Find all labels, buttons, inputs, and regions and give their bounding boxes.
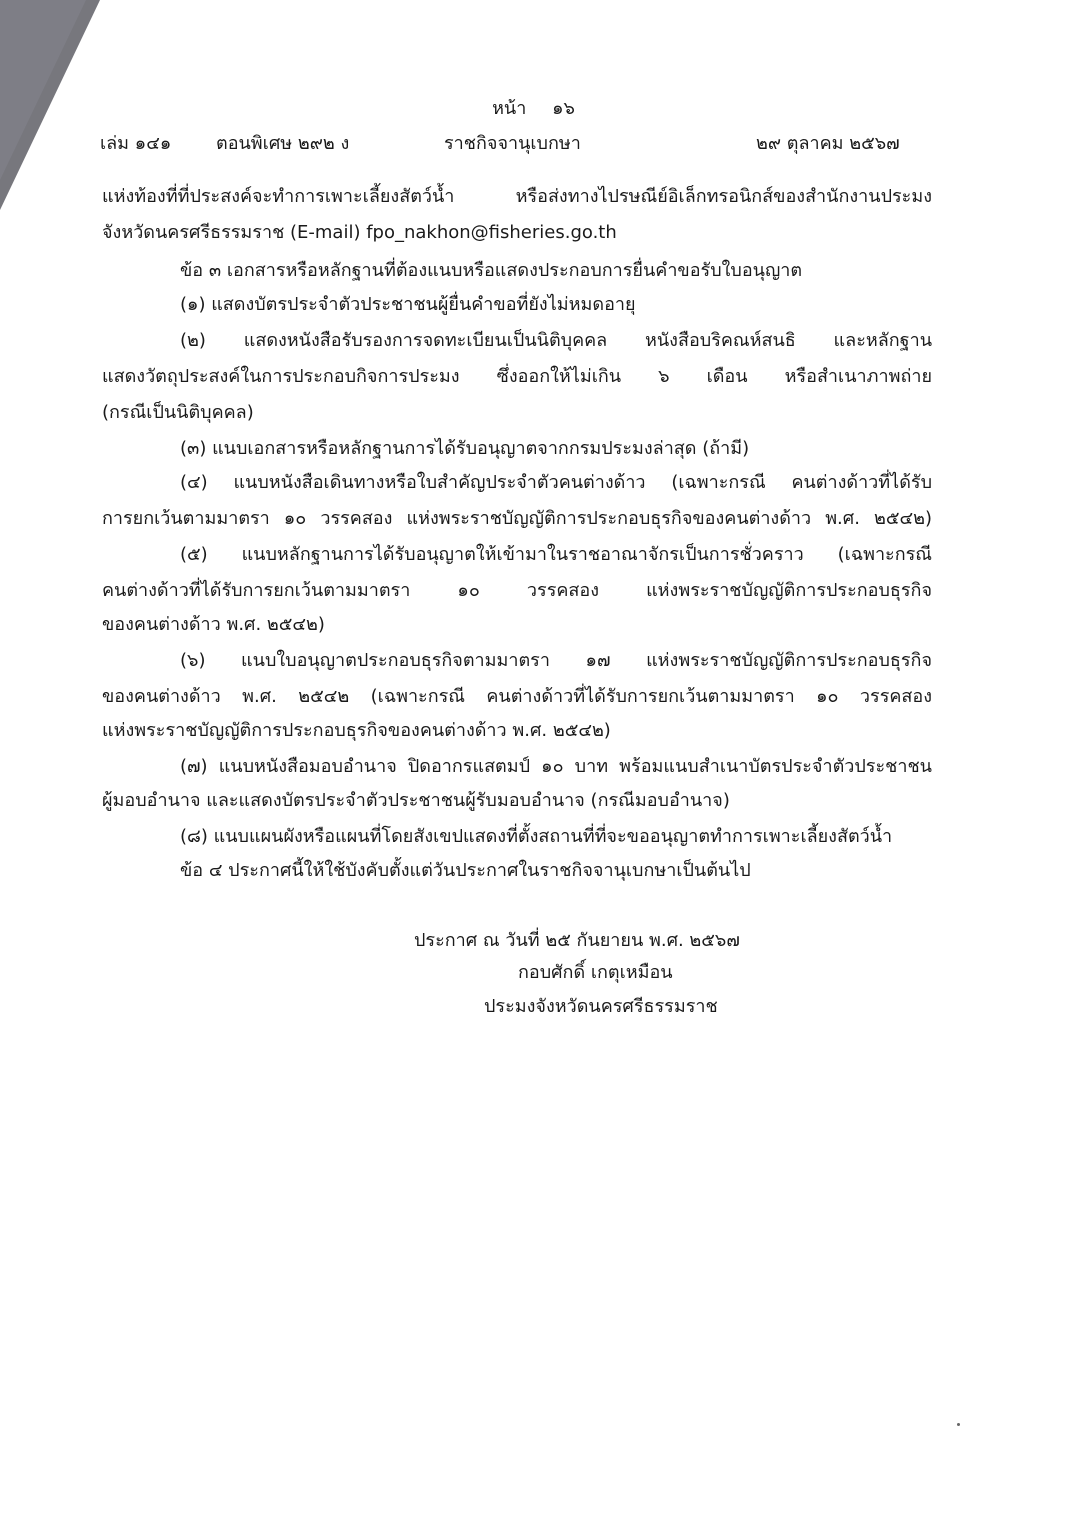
signatory-name: กอบศักดิ์ เกตุเหมือน: [518, 962, 673, 983]
body-line: แห่งท้องที่ที่ประสงค์จะทำการเพาะเลี้ยงสัตว์น้ำ หรือส่งทางไปรษณีย์อิเล็กทรอนิกส์ของสำนักงานประมง: [102, 186, 932, 207]
item-7: (๗) แนบหนังสือมอบอำนาจ ปิดอากรแสตมป์ ๑๐ บาท พร้อมแนบสำเนาบัตรประจำตัวประชาชน: [180, 756, 932, 777]
item-5: (๕) แนบหลักฐานการได้รับอนุญาตให้เข้ามาในราชอาณาจักรเป็นการชั่วคราว (เฉพาะกรณี: [180, 544, 932, 565]
clause-4: ข้อ ๔ ประกาศนี้ให้ใช้บังคับตั้งแต่วันประกาศในราชกิจจานุเบกษาเป็นต้นไป: [180, 860, 751, 881]
gazette-name: ราชกิจจานุเบกษา: [444, 133, 581, 154]
item-3: (๓) แนบเอกสารหรือหลักฐานการได้รับอนุญาตจากกรมประมงล่าสุด (ถ้ามี): [180, 438, 750, 459]
page-number-value: ๑๖: [552, 98, 575, 119]
page-label: หน้า: [492, 98, 527, 119]
announcement-date: ประกาศ ณ วันที่ ๒๕ กันยายน พ.ศ. ๒๕๖๗: [414, 930, 740, 951]
signatory-position: ประมงจังหวัดนครศรีธรรมราช: [484, 996, 718, 1017]
body-line: ของคนต่างด้าว พ.ศ. ๒๕๔๒ (เฉพาะกรณี คนต่างด้าวที่ได้รับการยกเว้นตามมาตรา ๑๐ วรรคสอง: [102, 686, 932, 707]
body-line: ของคนต่างด้าว พ.ศ. ๒๕๔๒): [102, 614, 325, 635]
body-line: คนต่างด้าวที่ได้รับการยกเว้นตามมาตรา ๑๐ วรรคสอง แห่งพระราชบัญญัติการประกอบธุรกิจ: [102, 580, 932, 601]
item-8: (๘) แนบแผนผังหรือแผนที่โดยสังเขปแสดงที่ตั้งสถานที่ที่จะขออนุญาตทำการเพาะเลี้ยงสัตว์น้ำ: [180, 826, 893, 847]
clause-3: ข้อ ๓ เอกสารหรือหลักฐานที่ต้องแนบหรือแสดงประกอบการยื่นคำขอรับใบอนุญาต: [180, 260, 803, 281]
item-6: (๖) แนบใบอนุญาตประกอบธุรกิจตามมาตรา ๑๗ แห่งพระราชบัญญัติการประกอบธุรกิจ: [180, 650, 932, 671]
body-line: จังหวัดนครศรีธรรมราช (E-mail) fpo_nakhon@fisheries.go.th: [102, 222, 617, 243]
volume: เล่ม ๑๔๑: [100, 133, 172, 154]
item-1: (๑) แสดงบัตรประจำตัวประชาชนผู้ยื่นคำขอที่ยังไม่หมดอายุ: [180, 294, 636, 315]
page-number: [0, 97, 1067, 121]
publication-date: ๒๙ ตุลาคม ๒๕๖๗: [756, 133, 900, 154]
gazette-header: [0, 132, 1067, 158]
item-2: (๒) แสดงหนังสือรับรองการจดทะเบียนเป็นนิติบุคคล หนังสือบริคณห์สนธิ และหลักฐาน: [180, 330, 932, 351]
body-line: (กรณีเป็นนิติบุคคล): [102, 402, 254, 423]
issue: ตอนพิเศษ ๒๙๒ ง: [216, 133, 350, 154]
body-line: แห่งพระราชบัญญัติการประกอบธุรกิจของคนต่างด้าว พ.ศ. ๒๕๔๒): [102, 720, 611, 741]
item-4: (๔) แนบหนังสือเดินทางหรือใบสำคัญประจำตัวคนต่างด้าว (เฉพาะกรณี คนต่างด้าวที่ได้รับ: [180, 472, 932, 493]
scan-speck: [957, 1423, 960, 1426]
body-line: แสดงวัตถุประสงค์ในการประกอบกิจการประมง ซึ่งออกให้ไม่เกิน ๖ เดือน หรือสำเนาภาพถ่าย: [102, 366, 932, 387]
body-line: การยกเว้นตามมาตรา ๑๐ วรรคสอง แห่งพระราชบัญญัติการประกอบธุรกิจของคนต่างด้าว พ.ศ. ๒๕๔๒): [102, 508, 932, 529]
body-line: ผู้มอบอำนาจ และแสดงบัตรประจำตัวประชาชนผู้รับมอบอำนาจ (กรณีมอบอำนาจ): [102, 790, 730, 811]
